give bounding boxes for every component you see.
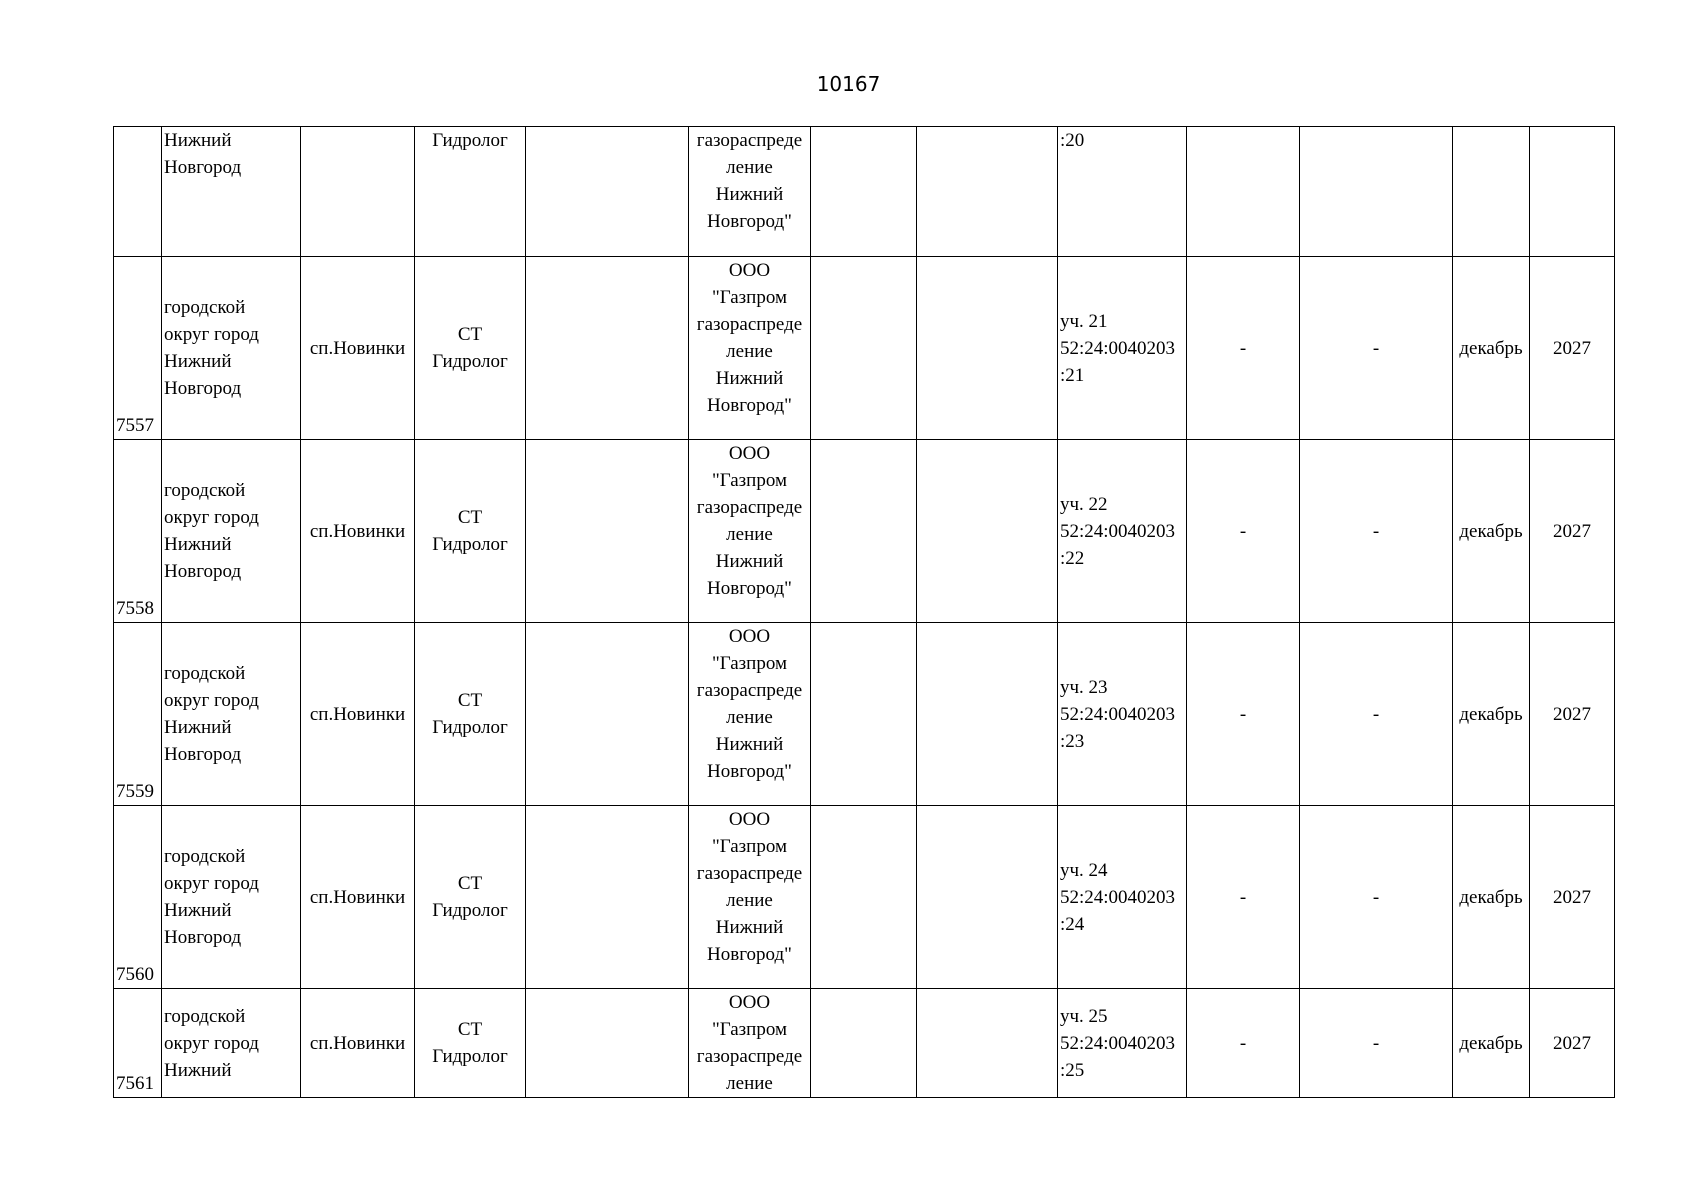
cell-object (415, 127, 526, 257)
cell-row-number (114, 127, 162, 257)
table-row (114, 440, 1615, 623)
cell-empty (811, 127, 917, 257)
organization-line: "Газпром (711, 1019, 788, 1040)
cell-year: 2027 (1530, 989, 1615, 1098)
cadastral-number-line: уч. 22 (1060, 493, 1108, 515)
district-line: округ город (164, 507, 259, 528)
cell-empty (526, 127, 689, 257)
table-row (114, 257, 1615, 440)
organization-line: ООО (728, 260, 771, 281)
object-line: Гидролог (432, 717, 508, 738)
district-line: округ город (164, 873, 259, 894)
organization-line: газораспреде (696, 130, 803, 151)
cadastral-number-line: уч. 21 (1060, 310, 1108, 332)
district-line: округ город (164, 324, 259, 345)
organization-line: ООО (728, 992, 771, 1013)
cell-cadastral-number (1058, 440, 1187, 623)
cell-empty (917, 440, 1058, 623)
cell-settlement: сп.Новинки (301, 806, 415, 989)
cell-organization (689, 989, 811, 1098)
object-line: Гидролог (432, 900, 508, 921)
cell-month: декабрь (1453, 806, 1530, 989)
district-line: Нижний (164, 900, 232, 921)
cell-object (415, 989, 526, 1098)
cell-empty (526, 257, 689, 440)
organization-line: ление (726, 524, 773, 545)
district-line: Нижний (164, 534, 232, 555)
cell-year: 2027 (1530, 806, 1615, 989)
cell-empty (526, 989, 689, 1098)
cadastral-number-line: :20 (1060, 130, 1085, 151)
district-line: округ город (164, 1032, 259, 1054)
district-line: городской (164, 297, 246, 318)
object-line: Гидролог (432, 351, 508, 372)
cell-district (162, 127, 301, 257)
cadastral-number-line: :25 (1060, 1059, 1085, 1081)
table-row (114, 127, 1615, 257)
cell-empty (526, 440, 689, 623)
cadastral-number-line: 52:24:0040203 (1060, 886, 1176, 908)
district-line: Нижний (164, 717, 232, 738)
organization-line: газораспреде (696, 497, 803, 518)
cell-empty (917, 127, 1058, 257)
cell-empty (526, 806, 689, 989)
organization-line: ООО (728, 626, 771, 647)
object-line: СТ (457, 324, 483, 345)
cell-empty (811, 989, 917, 1098)
cell-empty (811, 623, 917, 806)
cell-dash: - (1187, 440, 1300, 623)
cell-object (415, 440, 526, 623)
organization-line: Новгород" (707, 395, 792, 416)
cell-district (162, 257, 301, 440)
cadastral-number-line: :22 (1060, 547, 1085, 569)
organization-line: Новгород" (707, 944, 792, 965)
cell-row-number: 7557 (114, 257, 162, 440)
district-line: округ город (164, 690, 259, 711)
organization-line: Нижний (715, 551, 784, 572)
cell-dash: - (1187, 806, 1300, 989)
district-line: Нижний (164, 130, 232, 151)
cell-month: декабрь (1453, 989, 1530, 1098)
page-number: 10167 (816, 72, 881, 96)
organization-line: газораспреде (696, 680, 803, 701)
cell-year (1530, 127, 1615, 257)
cell-cadastral-number (1058, 127, 1187, 257)
cell-dash: - (1300, 623, 1453, 806)
cell-dash: - (1300, 989, 1453, 1098)
cell-district (162, 806, 301, 989)
cell-organization (689, 257, 811, 440)
district-line: Нижний (164, 1059, 232, 1081)
cell-district (162, 989, 301, 1098)
district-line: городской (164, 1005, 246, 1027)
cell-row-number: 7558 (114, 440, 162, 623)
cell-settlement: сп.Новинки (301, 989, 415, 1098)
cell-district (162, 440, 301, 623)
object-line: СТ (457, 507, 483, 528)
organization-line: газораспреде (696, 314, 803, 335)
cell-dash: - (1300, 806, 1453, 989)
cell-cadastral-number (1058, 989, 1187, 1098)
organization-line: Нижний (715, 917, 784, 938)
organization-line: Новгород" (707, 761, 792, 782)
cell-month: декабрь (1453, 257, 1530, 440)
cell-object (415, 806, 526, 989)
cell-object (415, 257, 526, 440)
organization-line: "Газпром (711, 653, 788, 674)
cadastral-number-line: :24 (1060, 913, 1085, 935)
cell-year: 2027 (1530, 440, 1615, 623)
district-line: городской (164, 480, 246, 501)
cadastral-number-line: уч. 23 (1060, 676, 1108, 698)
cell-object (415, 623, 526, 806)
cell-dash: - (1187, 989, 1300, 1098)
cell-empty (811, 806, 917, 989)
object-line: Гидролог (432, 1046, 508, 1067)
cell-settlement (301, 127, 415, 257)
organization-line: "Газпром (711, 470, 788, 491)
cell-month: декабрь (1453, 440, 1530, 623)
table-row (114, 806, 1615, 989)
organization-line: газораспреде (696, 863, 803, 884)
object-line: Гидролог (432, 534, 508, 555)
cell-year: 2027 (1530, 623, 1615, 806)
cell-cadastral-number (1058, 623, 1187, 806)
cell-empty (526, 623, 689, 806)
cell-dash (1187, 127, 1300, 257)
cell-row-number: 7559 (114, 623, 162, 806)
cell-month: декабрь (1453, 623, 1530, 806)
organization-line: ление (726, 707, 773, 728)
table-row (114, 989, 1615, 1098)
district-line: Нижний (164, 351, 232, 372)
organization-line: Нижний (715, 368, 784, 389)
cadastral-number-line: уч. 24 (1060, 859, 1108, 881)
organization-line: газораспреде (696, 1046, 803, 1067)
district-line: Новгород (164, 744, 242, 765)
cell-empty (917, 989, 1058, 1098)
organization-line: Нижний (715, 734, 784, 755)
cell-district (162, 623, 301, 806)
object-line: СТ (457, 873, 483, 894)
cell-dash: - (1300, 257, 1453, 440)
cell-empty (811, 257, 917, 440)
object-line: СТ (457, 690, 483, 711)
cell-organization (689, 440, 811, 623)
district-line: Новгород (164, 378, 242, 399)
cell-dash: - (1300, 440, 1453, 623)
district-line: Новгород (164, 927, 242, 948)
organization-line: "Газпром (711, 287, 788, 308)
organization-line: ление (726, 157, 773, 178)
organization-line: "Газпром (711, 836, 788, 857)
cell-cadastral-number (1058, 257, 1187, 440)
organization-line: Нижний (715, 184, 784, 205)
cadastral-number-line: уч. 25 (1060, 1005, 1108, 1027)
cell-dash: - (1187, 257, 1300, 440)
cell-organization (689, 806, 811, 989)
district-line: Новгород (164, 561, 242, 582)
cell-empty (811, 440, 917, 623)
cadastral-number-line: :21 (1060, 364, 1085, 386)
organization-line: Новгород" (707, 211, 792, 232)
organization-line: ООО (728, 809, 771, 830)
cell-settlement: сп.Новинки (301, 623, 415, 806)
cell-cadastral-number (1058, 806, 1187, 989)
organization-line: ООО (728, 443, 771, 464)
object-line: Гидролог (432, 130, 508, 151)
cell-dash (1300, 127, 1453, 257)
cell-year: 2027 (1530, 257, 1615, 440)
cell-settlement: сп.Новинки (301, 257, 415, 440)
cell-row-number: 7560 (114, 806, 162, 989)
register-table (113, 126, 1615, 1098)
district-line: городской (164, 663, 246, 684)
organization-line: ление (726, 890, 773, 911)
district-line: Новгород (164, 157, 242, 178)
cadastral-number-line: 52:24:0040203 (1060, 1032, 1176, 1054)
district-line: городской (164, 846, 246, 867)
organization-line: Новгород" (707, 578, 792, 599)
cell-empty (917, 257, 1058, 440)
cell-organization (689, 127, 811, 257)
organization-line: ление (726, 341, 773, 362)
cell-dash: - (1187, 623, 1300, 806)
cell-empty (917, 806, 1058, 989)
cell-settlement: сп.Новинки (301, 440, 415, 623)
table-row (114, 623, 1615, 806)
cadastral-number-line: 52:24:0040203 (1060, 520, 1176, 542)
cadastral-number-line: :23 (1060, 730, 1085, 752)
cell-empty (917, 623, 1058, 806)
organization-line: ление (726, 1073, 773, 1094)
cadastral-number-line: 52:24:0040203 (1060, 703, 1176, 725)
cell-organization (689, 623, 811, 806)
cell-row-number: 7561 (114, 989, 162, 1098)
table-body (114, 127, 1615, 1098)
cadastral-number-line: 52:24:0040203 (1060, 337, 1176, 359)
cell-month (1453, 127, 1530, 257)
object-line: СТ (457, 1019, 483, 1040)
